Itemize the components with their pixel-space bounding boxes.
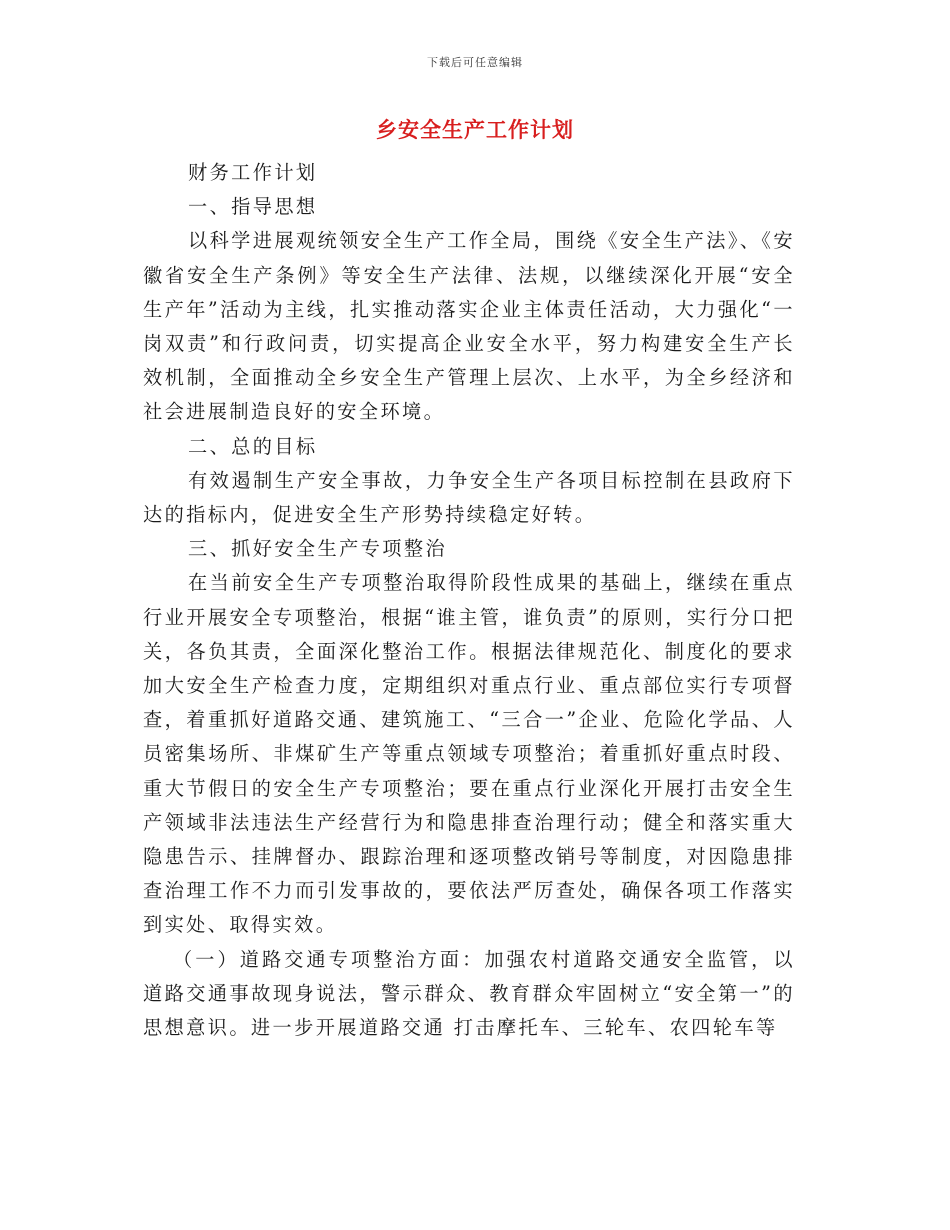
header-note: 下载后可任意编辑 <box>427 56 523 69</box>
paragraph-road-traffic: （一）道路交通专项整治方面：加强农村道路交通安全监管，以道路交通事故现身说法，警示群众、教育群众牢固树立“安全第一”的思想意识。进一步开展道路交通 打击摩托车、三轮车、农四轮车等 <box>143 947 795 1040</box>
paragraph-overall-goal: 有效遏制生产安全事故，力争安全生产各项目标控制在县政府下达的指标内，促进安全生产形势持续稳定好转。 <box>143 468 795 527</box>
document-title: 乡安全生产工作计划 <box>376 117 574 142</box>
section-heading-guiding-thought: 一、指导思想 <box>188 195 318 219</box>
section-heading-special-rectification: 三、抓好安全生产专项整治 <box>188 537 448 561</box>
paragraph-special-rectification: 在当前安全生产专项整治取得阶段性成果的基础上，继续在重点行业开展安全专项整治，根据“谁主管，谁负责”的原则，实行分口把关，各负其责，全面深化整治工作。根据法律规范化、制度化的要求加大安全生产检查力度，定期组织对重点行业、重点部位实行专项督查，着重抓好道路交通、建筑施工、“三合一”企业、危险化学品、人员密集场所、非煤矿生产等重点领域专项整治；着重抓好重点时段、重大节假日的安全生产专项整治；要在重点行业深化开展打击安全生产领域非法违法生产经营行为和隐患排查治理行动；健全和落实重大隐患告示、挂牌督办、跟踪治理和逐项整改销号等制度，对因隐患排查治理工作不力而引发事故的，要依法严厉查处，确保各项工作落实到实处、取得实效。 <box>143 571 795 937</box>
section-heading-overall-goal: 二、总的目标 <box>188 434 318 458</box>
paragraph-guiding-thought: 以科学进展观统领安全生产工作全局，围绕《安全生产法》、《安徽省安全生产条例》等安全生产法律、法规，以继续深化开展“安全生产年”活动为主线，扎实推动落实企业主体责任活动，大力强化“一岗双责”和行政问责，切实提高企业安全水平，努力构建安全生产长效机制，全面推动全乡安全生产管理上层次、上水平，为全乡经济和社会进展制造良好的安全环境。 <box>143 229 795 424</box>
document-body <box>143 156 795 1045</box>
paragraph-subtitle: 财务工作计划 <box>188 161 318 184</box>
